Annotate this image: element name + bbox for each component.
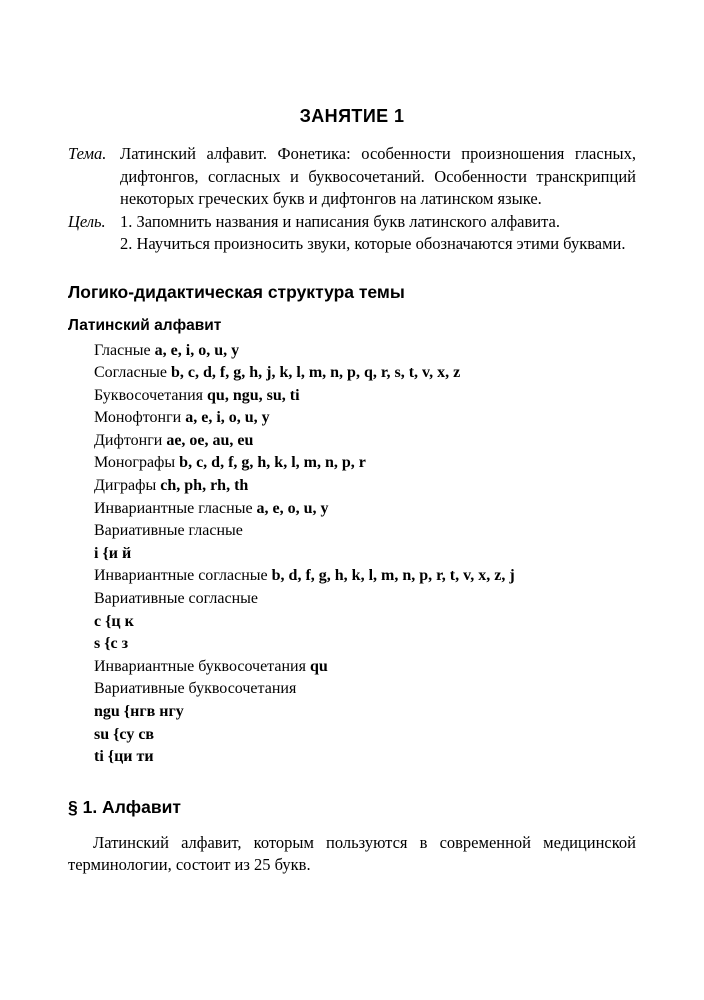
structure-item: Дифтонги ae, oe, au, eu: [94, 431, 254, 449]
structure-item: ngu {нгв нгу: [94, 703, 184, 720]
structure-list: [68, 340, 636, 769]
structure-item: Буквосочетания qu, ngu, su, ti: [94, 386, 300, 404]
tsel-label: Цель.: [68, 211, 106, 231]
structure-item: Гласные a, e, i, o, u, y: [94, 341, 240, 359]
lesson-title: ЗАНЯТИЕ 1: [299, 106, 405, 126]
structure-heading: Логико-дидактическая структура темы: [68, 281, 405, 302]
structure-item: Инвариантные согласные b, d, f, g, h, k, l, m, n, p, r, t, v, x, z, j: [94, 567, 515, 585]
section-paragraph: Латинский алфавит, которым пользуются в современной медицинской терминологии, состоит из 25 букв.: [68, 832, 636, 875]
tsel-item: 2. Научиться произносить звуки, которые обозначаются этими буквами.: [120, 234, 626, 253]
structure-subheading: Латинский алфавит: [68, 316, 222, 334]
tema-label: Тема.: [68, 144, 107, 163]
tema-block: [68, 143, 636, 211]
structure-item: Инвариантные буквосочетания qu: [94, 657, 328, 675]
tsel-item: 1. Запомнить названия и написания букв латинского алфавита.: [120, 211, 560, 231]
structure-item: Вариативные буквосочетания: [94, 680, 297, 698]
structure-item: Инвариантные гласные a, e, o, u, y: [94, 499, 329, 517]
structure-item: Согласные b, c, d, f, g, h, j, k, l, m, n, p, q, r, s, t, v, x, z: [94, 364, 461, 382]
tsel-block: [68, 211, 636, 256]
structure-item: s {с з: [94, 635, 129, 653]
structure-item: Монографы b, c, d, f, g, h, k, l, m, n, p, r: [94, 454, 366, 472]
section-heading: § 1. Алфавит: [68, 796, 181, 817]
structure-item: Вариативные согласные: [94, 590, 258, 608]
structure-item: Диграфы ch, ph, rh, th: [94, 477, 249, 495]
tsel-items: [120, 211, 636, 256]
structure-item: i {и й: [94, 544, 132, 562]
tema-text: Латинский алфавит. Фонетика: особенности произношения гласных, дифтонгов, согласных и буквосочетаний. Особенности транскрипций некоторых греческих букв и дифтонгов на латинском языке.: [120, 144, 636, 208]
structure-item: Монофтонги a, e, i, o, u, y: [94, 409, 270, 427]
structure-item: Вариативные гласные: [94, 522, 243, 540]
structure-item: su {су св: [94, 725, 155, 743]
structure-item: c {ц к: [94, 612, 134, 630]
structure-item: ti {ци ти: [94, 748, 154, 766]
